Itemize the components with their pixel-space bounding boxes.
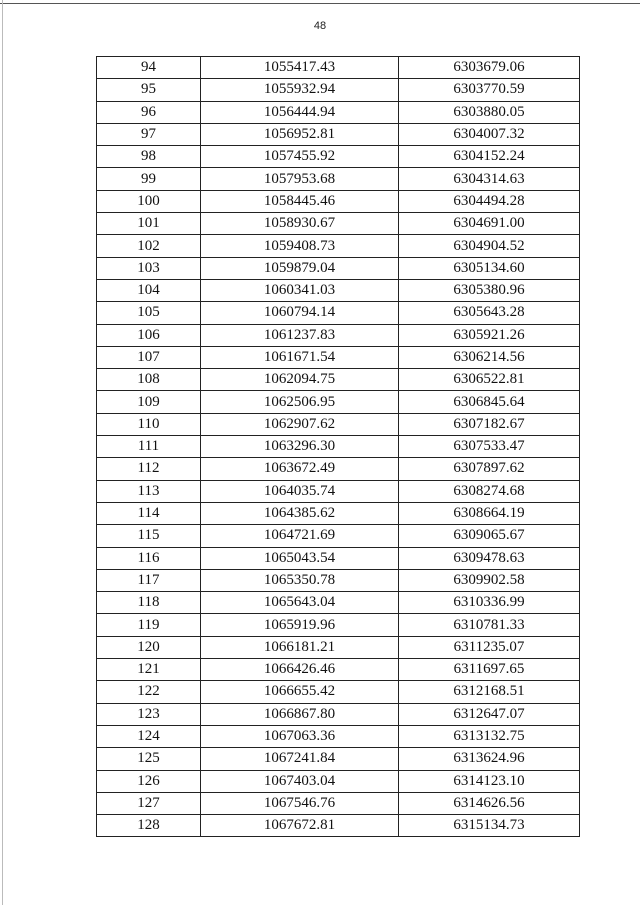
x-coordinate-cell: 1065350.78: [201, 569, 399, 591]
point-number-cell: 111: [97, 436, 201, 458]
point-number-cell: 117: [97, 569, 201, 591]
point-number-cell: 105: [97, 302, 201, 324]
table-row: [97, 436, 580, 458]
y-coordinate-cell: 6313132.75: [399, 725, 580, 747]
coordinates-table-body: [97, 57, 580, 837]
point-number-cell: 94: [97, 57, 201, 79]
top-border-line: [0, 3, 640, 4]
y-coordinate-cell: 6308274.68: [399, 480, 580, 502]
x-coordinate-cell: 1066867.80: [201, 703, 399, 725]
table-row: [97, 213, 580, 235]
point-number-cell: 126: [97, 770, 201, 792]
point-number-cell: 106: [97, 324, 201, 346]
x-coordinate-cell: 1057455.92: [201, 146, 399, 168]
x-coordinate-cell: 1059408.73: [201, 235, 399, 257]
x-coordinate-cell: 1067672.81: [201, 815, 399, 837]
table-row: [97, 413, 580, 435]
x-coordinate-cell: 1060341.03: [201, 279, 399, 301]
x-coordinate-cell: 1065919.96: [201, 614, 399, 636]
point-number-cell: 99: [97, 168, 201, 190]
point-number-cell: 124: [97, 725, 201, 747]
x-coordinate-cell: 1056952.81: [201, 123, 399, 145]
y-coordinate-cell: 6310336.99: [399, 592, 580, 614]
table-row: [97, 815, 580, 837]
point-number-cell: 112: [97, 458, 201, 480]
y-coordinate-cell: 6309902.58: [399, 569, 580, 591]
y-coordinate-cell: 6303770.59: [399, 79, 580, 101]
x-coordinate-cell: 1058445.46: [201, 190, 399, 212]
y-coordinate-cell: 6309065.67: [399, 525, 580, 547]
y-coordinate-cell: 6304152.24: [399, 146, 580, 168]
point-number-cell: 98: [97, 146, 201, 168]
table-row: [97, 391, 580, 413]
x-coordinate-cell: 1064035.74: [201, 480, 399, 502]
point-number-cell: 125: [97, 748, 201, 770]
point-number-cell: 110: [97, 413, 201, 435]
point-number-cell: 96: [97, 101, 201, 123]
y-coordinate-cell: 6305643.28: [399, 302, 580, 324]
y-coordinate-cell: 6310781.33: [399, 614, 580, 636]
x-coordinate-cell: 1055417.43: [201, 57, 399, 79]
table-row: [97, 748, 580, 770]
x-coordinate-cell: 1067063.36: [201, 725, 399, 747]
table-row: [97, 569, 580, 591]
x-coordinate-cell: 1060794.14: [201, 302, 399, 324]
table-row: [97, 168, 580, 190]
x-coordinate-cell: 1062907.62: [201, 413, 399, 435]
table-row: [97, 592, 580, 614]
table-row: [97, 525, 580, 547]
point-number-cell: 123: [97, 703, 201, 725]
table-row: [97, 614, 580, 636]
table-row: [97, 146, 580, 168]
table-row: [97, 681, 580, 703]
point-number-cell: 95: [97, 79, 201, 101]
table-row: [97, 547, 580, 569]
point-number-cell: 108: [97, 369, 201, 391]
y-coordinate-cell: 6315134.73: [399, 815, 580, 837]
y-coordinate-cell: 6304314.63: [399, 168, 580, 190]
y-coordinate-cell: 6312647.07: [399, 703, 580, 725]
x-coordinate-cell: 1066655.42: [201, 681, 399, 703]
x-coordinate-cell: 1062094.75: [201, 369, 399, 391]
y-coordinate-cell: 6311697.65: [399, 659, 580, 681]
point-number-cell: 127: [97, 792, 201, 814]
x-coordinate-cell: 1063296.30: [201, 436, 399, 458]
point-number-cell: 101: [97, 213, 201, 235]
x-coordinate-cell: 1067241.84: [201, 748, 399, 770]
table-row: [97, 235, 580, 257]
x-coordinate-cell: 1059879.04: [201, 257, 399, 279]
y-coordinate-cell: 6304691.00: [399, 213, 580, 235]
table-row: [97, 703, 580, 725]
coordinates-table: [96, 56, 580, 837]
x-coordinate-cell: 1065043.54: [201, 547, 399, 569]
point-number-cell: 119: [97, 614, 201, 636]
y-coordinate-cell: 6309478.63: [399, 547, 580, 569]
point-number-cell: 107: [97, 346, 201, 368]
y-coordinate-cell: 6312168.51: [399, 681, 580, 703]
y-coordinate-cell: 6304007.32: [399, 123, 580, 145]
point-number-cell: 104: [97, 279, 201, 301]
y-coordinate-cell: 6306214.56: [399, 346, 580, 368]
point-number-cell: 121: [97, 659, 201, 681]
y-coordinate-cell: 6307897.62: [399, 458, 580, 480]
point-number-cell: 102: [97, 235, 201, 257]
point-number-cell: 128: [97, 815, 201, 837]
x-coordinate-cell: 1061671.54: [201, 346, 399, 368]
table-row: [97, 257, 580, 279]
y-coordinate-cell: 6305921.26: [399, 324, 580, 346]
x-coordinate-cell: 1064385.62: [201, 502, 399, 524]
point-number-cell: 97: [97, 123, 201, 145]
x-coordinate-cell: 1066426.46: [201, 659, 399, 681]
x-coordinate-cell: 1062506.95: [201, 391, 399, 413]
point-number-cell: 116: [97, 547, 201, 569]
point-number-cell: 114: [97, 502, 201, 524]
x-coordinate-cell: 1056444.94: [201, 101, 399, 123]
table-row: [97, 79, 580, 101]
y-coordinate-cell: 6305380.96: [399, 279, 580, 301]
y-coordinate-cell: 6305134.60: [399, 257, 580, 279]
y-coordinate-cell: 6307182.67: [399, 413, 580, 435]
table-row: [97, 458, 580, 480]
point-number-cell: 113: [97, 480, 201, 502]
table-row: [97, 659, 580, 681]
point-number-cell: 118: [97, 592, 201, 614]
table-row: [97, 324, 580, 346]
y-coordinate-cell: 6306522.81: [399, 369, 580, 391]
y-coordinate-cell: 6303880.05: [399, 101, 580, 123]
x-coordinate-cell: 1055932.94: [201, 79, 399, 101]
x-coordinate-cell: 1058930.67: [201, 213, 399, 235]
y-coordinate-cell: 6311235.07: [399, 636, 580, 658]
table-row: [97, 279, 580, 301]
table-row: [97, 101, 580, 123]
x-coordinate-cell: 1067403.04: [201, 770, 399, 792]
table-row: [97, 302, 580, 324]
y-coordinate-cell: 6314626.56: [399, 792, 580, 814]
y-coordinate-cell: 6308664.19: [399, 502, 580, 524]
table-row: [97, 792, 580, 814]
point-number-cell: 100: [97, 190, 201, 212]
table-row: [97, 369, 580, 391]
x-coordinate-cell: 1057953.68: [201, 168, 399, 190]
y-coordinate-cell: 6313624.96: [399, 748, 580, 770]
x-coordinate-cell: 1066181.21: [201, 636, 399, 658]
table-row: [97, 502, 580, 524]
y-coordinate-cell: 6303679.06: [399, 57, 580, 79]
table-row: [97, 480, 580, 502]
y-coordinate-cell: 6304494.28: [399, 190, 580, 212]
left-border-line: [2, 0, 3, 905]
y-coordinate-cell: 6306845.64: [399, 391, 580, 413]
y-coordinate-cell: 6307533.47: [399, 436, 580, 458]
x-coordinate-cell: 1064721.69: [201, 525, 399, 547]
table-row: [97, 57, 580, 79]
page-number: 48: [313, 20, 327, 32]
table-row: [97, 190, 580, 212]
y-coordinate-cell: 6314123.10: [399, 770, 580, 792]
table-row: [97, 770, 580, 792]
table-row: [97, 123, 580, 145]
table-row: [97, 725, 580, 747]
table-row: [97, 346, 580, 368]
x-coordinate-cell: 1063672.49: [201, 458, 399, 480]
y-coordinate-cell: 6304904.52: [399, 235, 580, 257]
point-number-cell: 103: [97, 257, 201, 279]
point-number-cell: 122: [97, 681, 201, 703]
point-number-cell: 115: [97, 525, 201, 547]
x-coordinate-cell: 1065643.04: [201, 592, 399, 614]
x-coordinate-cell: 1061237.83: [201, 324, 399, 346]
point-number-cell: 109: [97, 391, 201, 413]
x-coordinate-cell: 1067546.76: [201, 792, 399, 814]
point-number-cell: 120: [97, 636, 201, 658]
table-row: [97, 636, 580, 658]
